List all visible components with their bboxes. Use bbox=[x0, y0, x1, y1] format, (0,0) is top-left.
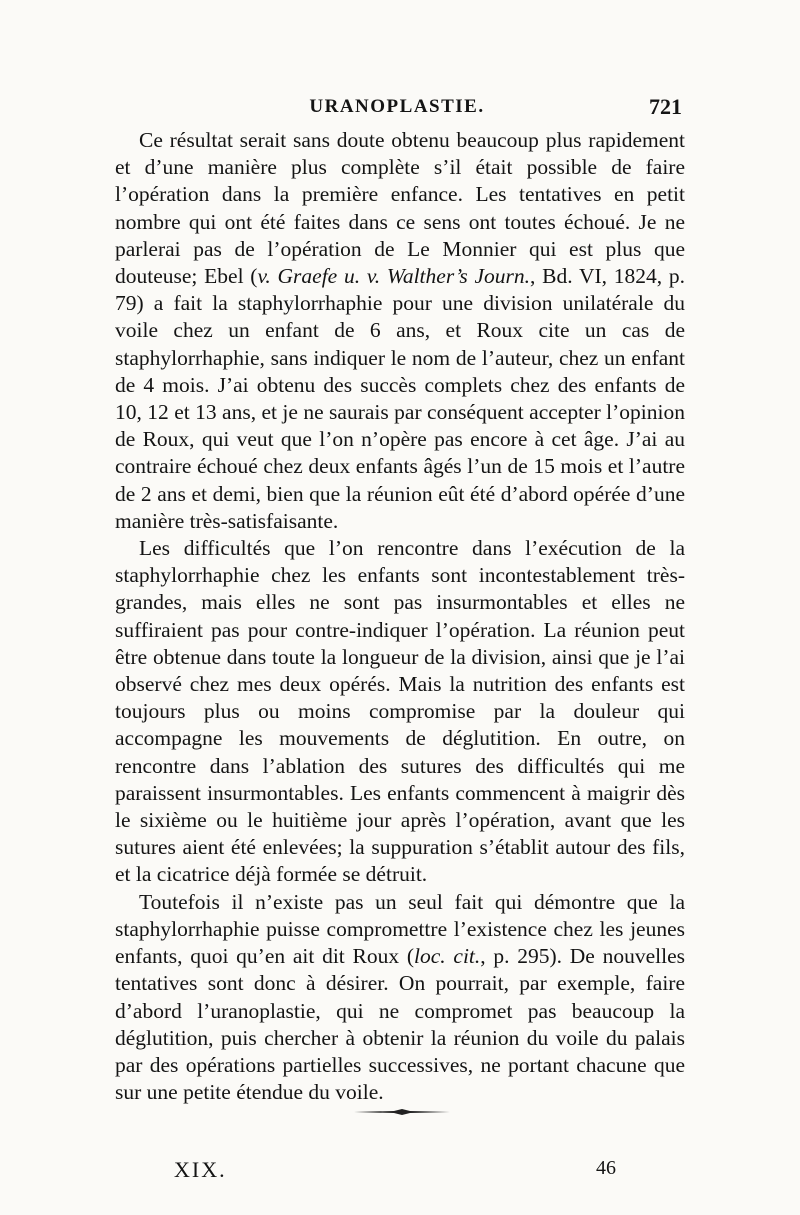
running-head bbox=[112, 96, 682, 126]
paragraph-1 bbox=[115, 127, 685, 535]
paragraph-3 bbox=[115, 889, 685, 1107]
paragraph-1-text-b: , Bd. VI, 1824, p. 79) a fait la staphylorrhaphie pour une division unilatérale du voile chez un enfant de 6 ans, et Roux cite un cas de staphylorrhaphie, sans indiquer le nom de l’auteur, chez un enfant de 4 mois. J’ai obtenu des succès complets chez des enfants de 10, 12 et 13 ans, et je ne saurais par conséquent accepter l’opinion de Roux, qui veut que l’on n’opère pas encore à cet âge. J’ai au contraire échoué chez deux enfants âgés l’un de 15 mois et l’autre de 2 ans et demi, bien que la réunion eût été d’abord opérée d’une manière très-satisfaisante. bbox=[115, 264, 685, 533]
running-title: URANOPLASTIE. bbox=[309, 96, 485, 117]
paragraph-3-text-a: Toutefois il n’existe pas un seul fait qui démontre que la staphylorrhaphie puisse compromettre l’existence chez les jeunes enfants, quoi qu’en ait dit Roux ( bbox=[115, 889, 685, 969]
body-text bbox=[115, 127, 685, 1106]
sheet-number: 46 bbox=[596, 1157, 616, 1179]
paragraph-2: Les difficultés que l’on rencontre dans l’exécution de la staphylorrhaphie chez les enfants sont incontestablement très-grandes, mais elles ne sont pas insurmontables et elles ne suffiraient pas pour contre-indiquer l’opération. La réunion peut être obtenue dans toute la longueur de la division, ainsi que je l’ai observé chez mes deux opérés. Mais la nutrition des enfants est toujours plus ou moins compromise par la douleur qui accompagne les mouvements de déglutition. En outre, on rencontre dans l’ablation des sutures des difficultés qui me paraissent insurmontables. Les enfants commencent à maigrir dès le sixième ou le huitième jour après l’opération, avant que les sutures aient été enlevées; la suppuration s’établit autour des fils, et la cicatrice déjà formée se détruit. bbox=[115, 536, 685, 887]
signature-mark: XIX. bbox=[174, 1157, 227, 1182]
page-number: 721 bbox=[649, 94, 682, 119]
loc-cit-reference: loc. cit. bbox=[414, 944, 481, 969]
journal-citation: v. Graefe u. v. Walther’s Journ. bbox=[257, 264, 531, 289]
paragraph-1-text-a: Ce résultat serait sans doute obtenu beaucoup plus rapidement et d’une manière plus complète s’il était possible de faire l’opération dans la première enfance. Les tentatives en petit nombre qui ont été faites dans ce sens ont toutes échoué. Je ne parlerai pas de l’opération de Le Monnier qui est plus que douteuse; Ebel ( bbox=[115, 128, 685, 289]
ornament-rule bbox=[354, 1109, 450, 1115]
paragraph-3-text-b: , p. 295). De nouvelles tentatives sont donc à désirer. On pourrait, par exemple, faire d’abord l’uranoplastie, qui ne compromet pas beaucoup la déglutition, puis chercher à obtenir la réunion du voile du palais par des opérations partielles successives, ne portant chacune que sur une petite étendue du voile. bbox=[115, 944, 685, 1105]
